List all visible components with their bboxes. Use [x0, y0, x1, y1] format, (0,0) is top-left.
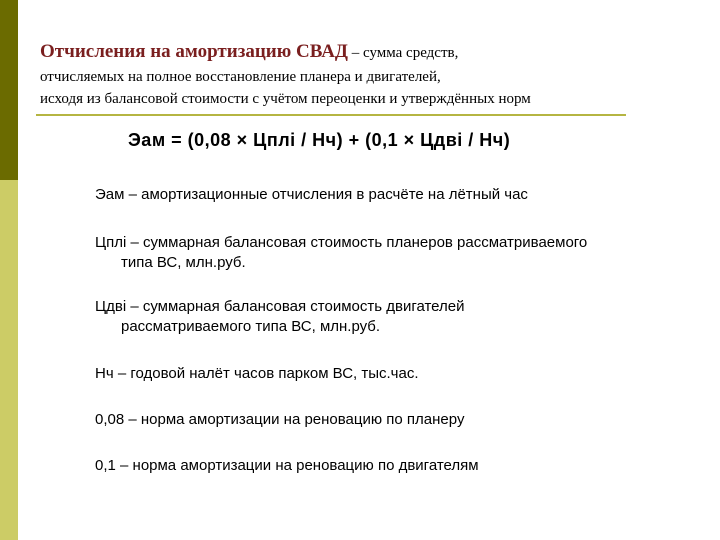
definition-text: Цдвi – суммарная балансовая стоимость двигателей: [95, 298, 465, 315]
title-line-3: исходя из балансовой стоимости с учётом переоценки и утверждённых норм: [40, 91, 531, 107]
title-main: Отчисления на амортизацию СВАД: [40, 41, 348, 62]
definition-continuation: типа ВС, млн.руб.: [121, 254, 246, 271]
definition-rate-airframe: [95, 410, 464, 430]
left-accent-bar-light: [0, 180, 18, 540]
definition-text: 0,1 – норма амортизации на реновацию по двигателям: [95, 457, 479, 474]
title-line-2: отчисляемых на полное восстановление планера и двигателей,: [40, 69, 441, 85]
definition-text: Цплi – суммарная балансовая стоимость планеров рассматриваемого: [95, 234, 588, 251]
definition-nch: [95, 364, 419, 384]
left-accent-bar-dark: [0, 0, 18, 180]
definition-tsdv: [95, 297, 465, 337]
definition-rate-engines: [95, 456, 479, 476]
title-rest: – сумма средств,: [348, 45, 459, 61]
definition-text: Эам – амортизационные отчисления в расчёте на лётный час: [95, 186, 528, 203]
definition-text: 0,08 – норма амортизации на реновацию по планеру: [95, 411, 465, 428]
definition-tspl: [95, 233, 587, 273]
definition-eam: [95, 185, 528, 205]
slide-title: [40, 38, 700, 110]
title-divider: [36, 114, 626, 116]
title-line-1: [40, 38, 700, 66]
definition-continuation: рассматриваемого типа ВС, млн.руб.: [121, 318, 381, 335]
amortization-formula: Эам = (0,08 × Цплi / Нч) + (0,1 × Цдвi / Нч): [128, 130, 511, 150]
definition-text: Нч – годовой налёт часов парком ВС, тыс.час.: [95, 365, 419, 382]
